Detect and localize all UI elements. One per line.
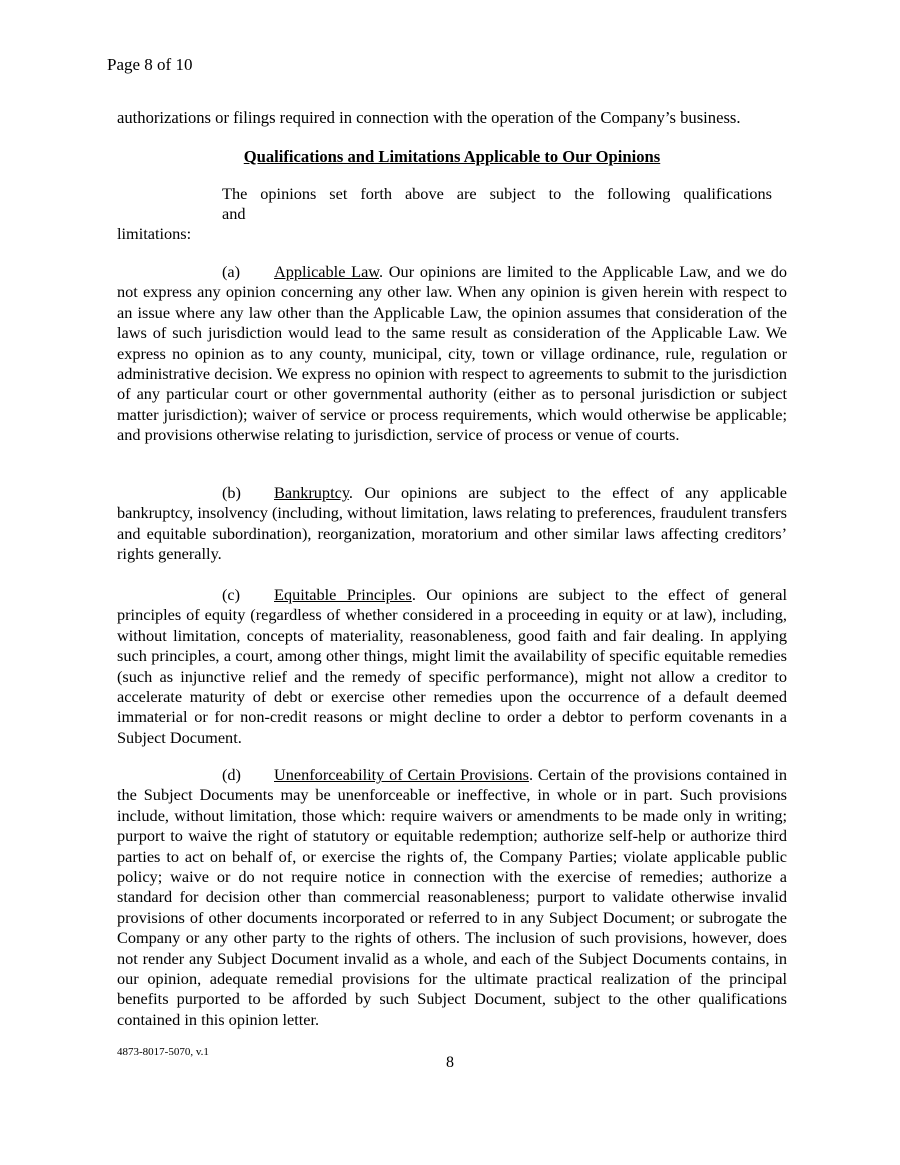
paragraph-title: Unenforceability of Certain Provisions — [274, 765, 529, 784]
paragraph-bankruptcy: (b) Bankruptcy. Our opinions are subject to the effect of any applicable bankruptcy, insolvency (including, without limitation, laws relating to preferences, fraudulent transfers and equitable subordination), reorganization, moratorium and other similar laws affecting creditors’ rights generally. — [117, 483, 787, 564]
document-id: 4873-8017-5070, v.1 — [117, 1046, 209, 1058]
paragraph-label: (a) — [222, 262, 241, 281]
intro-line-1: The opinions set forth above are subject to the following qualifications — [222, 184, 772, 203]
paragraph-title: Equitable Principles — [274, 585, 412, 604]
paragraph-label: (b) — [222, 483, 241, 502]
paragraph-equitable-principles: (c) Equitable Principles. Our opinions are subject to the effect of general principles of equity (regardless of whether considered in a proceeding in equity or at law), including, without limitation, concepts of materiality, reasonableness, good faith and fair dealing. In applying such principles, a court, among other things, might limit the availability of specific equitable remedies (such as injunctive relief and the remedy of specific performance), might not allow a creditor to accelerate maturity of debt or exercise other remedies upon the occurrence of a default deemed immaterial or for non-credit reasons or might decline to order a debtor to perform covenants in a Subject Document. — [117, 585, 788, 747]
paragraph-label: (d) — [222, 765, 241, 784]
paragraph-body: Our opinions are subject to the effect of general principles of equity (regardless of whether considered in a proceeding in equity or at law), including, without limitation, concepts of materiality, reasonableness, good faith and fair dealing. In applying such principles, a court, among other things, might limit the availability of specific equitable remedies (such as injunctive relief and the remedy of specific performance), might not allow a creditor to accelerate maturity of debt or exercise other remedies upon the occurrence of a default deemed immaterial or for non-credit reasons or might decline to order a debtor to perform covenants in a Subject Document. — [117, 585, 788, 747]
section-heading: Qualifications and Limitations Applicable to Our Opinions — [243, 147, 661, 166]
page-number: 8 — [446, 1054, 454, 1071]
paragraph-body: Our opinions are subject to the effect of any applicable bankruptcy, insolvency (including, without limitation, laws relating to preferences, fraudulent transfers and equitable subordination), reorganization, moratorium and other similar laws affecting creditors’ rights generally. — [117, 483, 787, 564]
paragraph-body: Our opinions are limited to the Applicable Law, and we do not express any opinion concerning any other law. When any opinion is given herein with respect to an issue where any law other than the Applicable Law, the opinion assumes that consideration of the laws of such jurisdiction would lead to the same result as consideration of the Applicable Law. We express no opinion as to any county, municipal, city, town or village ordinance, rule, regulation or administrative decision. We express no opinion with respect to agreements to submit to the jurisdiction of any particular court or other governmental authority (either as to personal jurisdiction or subject matter jurisdiction); waiver of service or process requirements, which would otherwise be applicable; and provisions otherwise relating to jurisdiction, service of process or venue of courts. — [117, 262, 788, 445]
paragraph-label: (c) — [222, 585, 241, 604]
intro-line-2: and — [222, 204, 246, 223]
continuation-text: authorizations or filings required in connection with the operation of the Company’s business. — [117, 108, 741, 127]
paragraph-title: Bankruptcy — [274, 483, 349, 502]
paragraph-unenforceability: (d) Unenforceability of Certain Provisions. Certain of the provisions contained in the Subject Documents may be unenforceable or ineffective, in whole or in part. Such provisions include, without limitation, those which: require waivers or amendments to be made only in writing; purport to waive the right of statutory or equitable redemption; authorize self-help or authorize third parties to act on behalf of, or exercise the rights of, the Company Parties; violate applicable public policy; waive or do not require notice in connection with the exercise of remedies; authorize a standard for decision other than commercial reasonableness; purport to validate otherwise invalid provisions of other documents incorporated or referred to in any Subject Document; or subrogate the Company or any other party to the rights of others. The inclusion of such provisions, however, does not render any Subject Document invalid as a whole, and each of the Subject Documents contains, in our opinion, adequate remedial provisions for the ultimate practical realization of the principal benefits purported to be afforded by such Subject Document, subject to the other qualifications contained in this opinion letter. — [117, 765, 787, 1029]
paragraph-title: Applicable Law — [274, 262, 380, 281]
paragraph-body: Certain of the provisions contained in the Subject Documents may be unenforceable or ineffective, in whole or in part. Such provisions include, without limitation, those which: require waivers or amendments to be made only in writing; purport to waive the right of statutory or equitable redemption; authorize self-help or authorize third parties to act on behalf of, or exercise the rights of, the Company Parties; violate applicable public policy; waive or do not require notice in connection with the exercise of remedies; authorize a standard for decision other than commercial reasonableness; purport to validate otherwise invalid provisions of other documents incorporated or referred to in any Subject Document; or subrogate the Company or any other party to the rights of others. The inclusion of such provisions, however, does not render any Subject Document invalid as a whole, and each of the Subject Documents contains, in our opinion, adequate remedial provisions for the ultimate practical realization of the principal benefits purported to be afforded by such Subject Document, subject to the other qualifications contained in this opinion letter. — [117, 765, 787, 1029]
page-header: Page 8 of 10 — [107, 55, 193, 74]
paragraph-applicable-law: (a) Applicable Law. Our opinions are limited to the Applicable Law, and we do not express any opinion concerning any other law. When any opinion is given herein with respect to an issue where any law other than the Applicable Law, the opinion assumes that consideration of the laws of such jurisdiction would lead to the same result as consideration of the Applicable Law. We express no opinion as to any county, municipal, city, town or village ordinance, rule, regulation or administrative decision. We express no opinion with respect to agreements to submit to the jurisdiction of any particular court or other governmental authority (either as to personal jurisdiction or subject matter jurisdiction); waiver of service or process requirements, which would otherwise be applicable; and provisions otherwise relating to jurisdiction, service of process or venue of courts. — [117, 262, 788, 445]
intro-line-3: limitations: — [117, 224, 192, 243]
